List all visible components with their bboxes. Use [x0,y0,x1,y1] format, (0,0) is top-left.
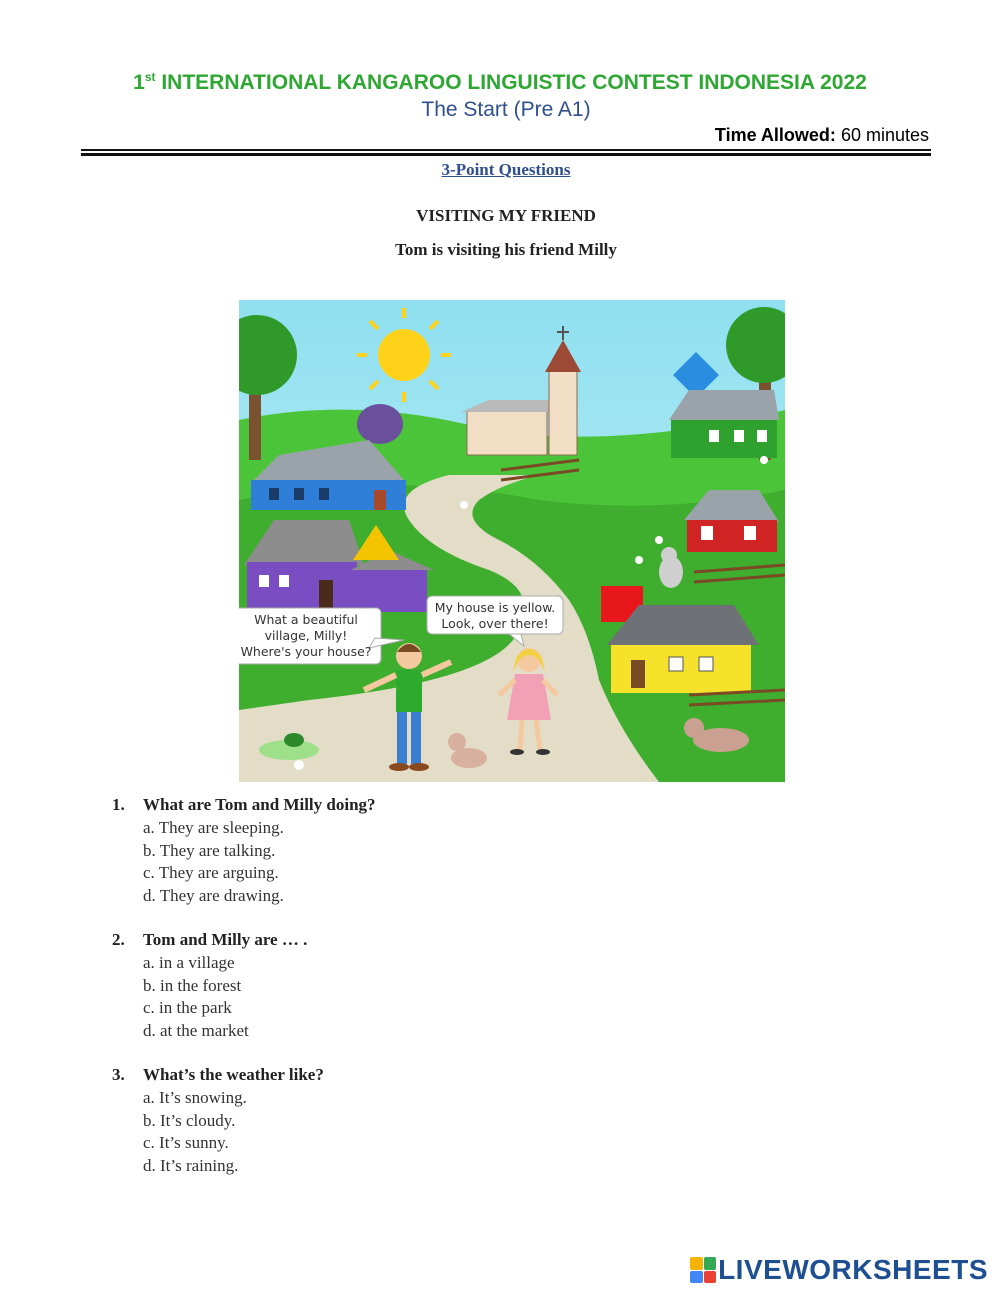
question-2-option-b[interactable]: b. in the forest [143,975,242,995]
time-value: 60 minutes [835,125,929,145]
question-1-text [112,795,376,818]
question-3-option-a[interactable]: a. It’s snowing. [143,1088,247,1107]
question-3-option-d[interactable]: d. It’s raining. [143,1155,239,1175]
level-subtitle: The Start (Pre A1) [421,98,591,121]
header-rule-bottom [81,153,931,156]
header-rule-top [81,149,931,151]
liveworksheets-logo-text: LIVEWORKSHEETS [718,1254,988,1285]
question-2-option-c[interactable]: c. in the park [143,998,232,1017]
question-3-text [112,1065,324,1088]
time-allowed [715,125,929,146]
question-1-number: 1. [112,795,125,814]
contest-title [0,70,1000,95]
question-2 [112,930,307,1043]
question-3-option-b[interactable]: b. It’s cloudy. [143,1110,236,1130]
question-3-option-c[interactable]: c. It’s sunny. [143,1133,229,1152]
question-2-prompt: Tom and Milly are … . [143,930,308,949]
question-1 [112,795,376,908]
title-superscript: st [144,70,156,84]
question-3 [112,1065,324,1178]
bubble-tom-line-3: Where's your house? [240,644,372,659]
question-1-option-b[interactable]: b. They are talking. [143,840,276,860]
bubble-tom-line-1: What a beautiful [254,612,358,627]
question-2-number: 2. [112,930,125,949]
bubble-milly-line-2: Look, over there! [441,616,549,631]
question-3-number: 3. [112,1065,125,1084]
purple-oval-shape [357,404,403,444]
green-house [669,390,779,458]
section-heading: 3-Point Questions [441,160,571,179]
liveworksheets-logo-icon [690,1257,716,1283]
yellow-house [607,605,759,693]
time-label: Time Allowed: [714,125,836,145]
speech-bubble-tom [239,608,404,664]
title-number: 1 [133,71,145,94]
question-1-option-c[interactable]: c. They are arguing. [143,863,279,882]
story-subtitle: Tom is visiting his friend Milly [395,240,617,259]
story-title: VISITING MY FRIEND [416,206,596,225]
bubble-tom-line-2: village, Milly! [264,628,348,643]
question-2-text [112,930,307,953]
village-illustration [239,300,785,782]
question-1-prompt: What are Tom and Milly doing? [143,795,376,814]
question-1-option-a[interactable]: a. They are sleeping. [143,818,284,837]
question-1-option-d[interactable]: d. They are drawing. [143,885,284,905]
title-text: INTERNATIONAL KANGAROO LINGUISTIC CONTEST INDONESIA 2022 [155,71,867,94]
liveworksheets-logo[interactable] [690,1254,988,1286]
bubble-milly-line-1: My house is yellow. [434,600,556,615]
question-3-prompt: What’s the weather like? [143,1065,324,1084]
question-2-option-d[interactable]: d. at the market [143,1020,249,1040]
question-2-option-a[interactable]: a. in a village [143,953,235,972]
